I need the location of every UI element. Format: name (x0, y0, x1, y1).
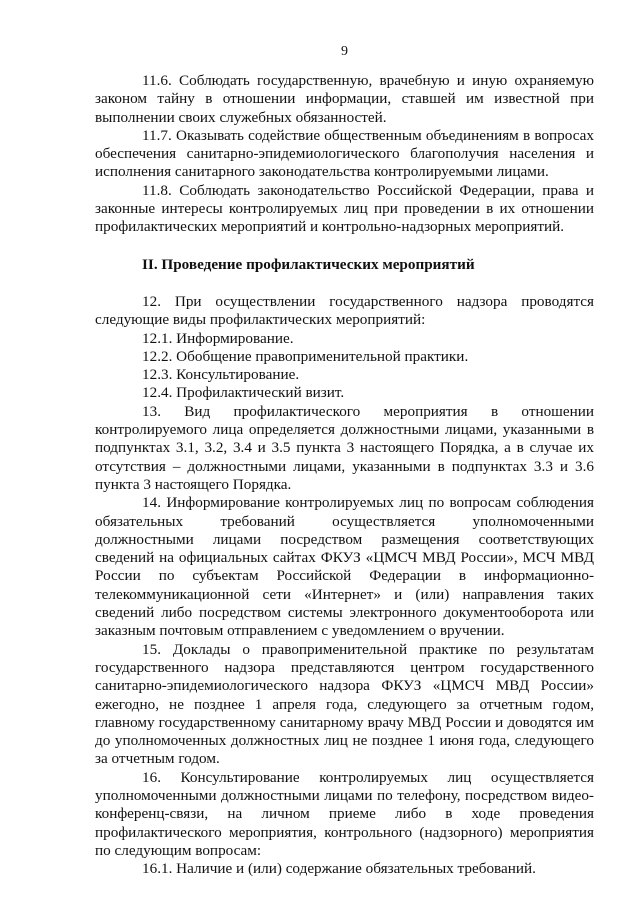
paragraph-11-8: 11.8. Соблюдать законодательство Российской Федерации, права и законные интересы контролируемых лиц при проведении в их отношении профилактических мероприятий и контрольно-надзорных мероприятий. (95, 181, 594, 236)
item-12-2: 12.2. Обобщение правоприменительной практики. (142, 347, 469, 365)
page-number: 9 (341, 44, 348, 59)
item-12-3: 12.3. Консультирование. (142, 366, 300, 384)
paragraph-11-7: 11.7. Оказывать содействие общественным объединениям в вопросах обеспечения санитарно-эпидемиологического благополучия населения и исполнения санитарного законодательства контролируемыми лицами. (95, 126, 594, 181)
paragraph-15: 15. Доклады о правоприменительной практике по результатам государственного надзора представляются центром государственного санитарно-эпидемиологического надзора ФКУЗ «ЦМСЧ МВД России» ежегодно, не позднее 1 апреля года, следующего за отчетным годом, главному государственному санитарному врачу МВД России и доводятся им до уполномоченных должностных лиц не позднее 1 июня года, следующего за отчетным годом. (95, 640, 594, 768)
paragraph-12: 12. При осуществлении государственного надзора проводятся следующие виды профилактических мероприятий: (95, 292, 594, 329)
paragraph-11-6: 11.6. Соблюдать государственную, врачебную и иную охраняемую законом тайну в отношении информации, ставшей им известной при выполнении своих служебных обязанностей. (95, 72, 594, 126)
item-12-4: 12.4. Профилактический визит. (142, 384, 345, 402)
paragraph-14: 14. Информирование контролируемых лиц по вопросам соблюдения обязательных требований осуществляется уполномоченными должностными лицами посредством размещения соответствующих сведений на официальных сайтах ФКУЗ «ЦМСЧ МВД России», МСЧ МВД России по субъектам Российской Федерации в информационно-телекоммуникационной сети «Интернет» и (или) направления таких сведений либо посредством системы электронного документооборота или заказным почтовым отправлением с уведомлением о вручении. (95, 494, 594, 640)
paragraph-16: 16. Консультирование контролируемых лиц осуществляется уполномоченными должностными лицами по телефону, посредством видео-конференц-связи, на личном приеме либо в ходе проведения профилактического мероприятия, контрольного (надзорного) мероприятия по следующим вопросам: (95, 768, 594, 859)
paragraph-13: 13. Вид профилактического мероприятия в отношении контролируемого лица определяется должностными лицами, указанными в подпунктах 3.1, 3.2, 3.4 и 3.5 пункта 3 настоящего Порядка, а в случае их отсутствия – должностными лицами, указанными в подпунктах 3.3 и 3.6 пункта 3 настоящего Порядка. (95, 402, 594, 493)
section-heading: II. Проведение профилактических мероприятий (142, 255, 475, 273)
item-12-1: 12.1. Информирование. (142, 329, 294, 347)
item-16-1: 16.1. Наличие и (или) содержание обязательных требований. (142, 860, 536, 878)
